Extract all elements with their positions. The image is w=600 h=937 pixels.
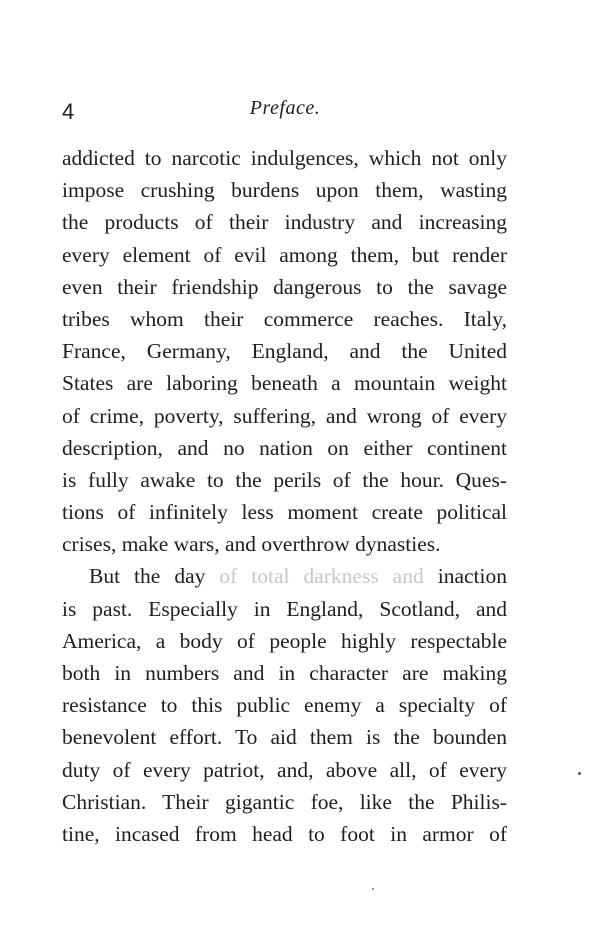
text-line: is fully awake to the perils of the hour. Ques- <box>62 467 507 492</box>
text-line: resistance to this public enemy a specialty of <box>62 693 507 718</box>
text-line: States are laboring beneath a mountain weight <box>62 371 507 396</box>
paragraph-opening-start: But the day <box>89 564 206 589</box>
text-line: France, Germany, England, and the United <box>62 339 507 364</box>
faded-text: of total darkness and <box>205 564 424 589</box>
text-line: crises, make wars, and overthrow dynasties. <box>62 532 441 557</box>
text-line: even their friendship dangerous to the savage <box>62 274 507 299</box>
text-line: the products of their industry and increasing <box>62 210 507 235</box>
text-line: addicted to narcotic indulgences, which not only <box>62 146 507 170</box>
body-text <box>62 142 507 850</box>
text-line: description, and no nation on either continent <box>62 435 507 460</box>
running-head: Preface. <box>249 97 321 119</box>
paragraph-opening-line <box>62 560 507 592</box>
page-speck <box>372 888 374 890</box>
margin-dot <box>578 772 581 775</box>
text-line: Christian. Their gigantic foe, like the Philis- <box>62 789 507 814</box>
text-line: America, a body of people highly respectable <box>62 628 507 653</box>
text-line: tribes whom their commerce reaches. Italy, <box>62 306 507 331</box>
text-line: is past. Especially in England, Scotland, and <box>62 596 507 621</box>
text-line: tine, incased from head to foot in armor of <box>62 821 507 846</box>
paragraph-opening-end: inaction <box>423 564 507 589</box>
text-line: of crime, poverty, suffering, and wrong of every <box>62 403 507 428</box>
text-line: benevolent effort. To aid them is the bounden <box>62 725 507 750</box>
text-line: every element of evil among them, but render <box>62 242 507 267</box>
text-line: both in numbers and in character are making <box>62 661 507 685</box>
text-line: impose crushing burdens upon them, wasting <box>62 178 507 203</box>
text-line: tions of infinitely less moment create political <box>62 500 507 525</box>
page-number: 4 <box>62 99 75 124</box>
text-line: duty of every patriot, and, above all, of every <box>62 757 507 782</box>
